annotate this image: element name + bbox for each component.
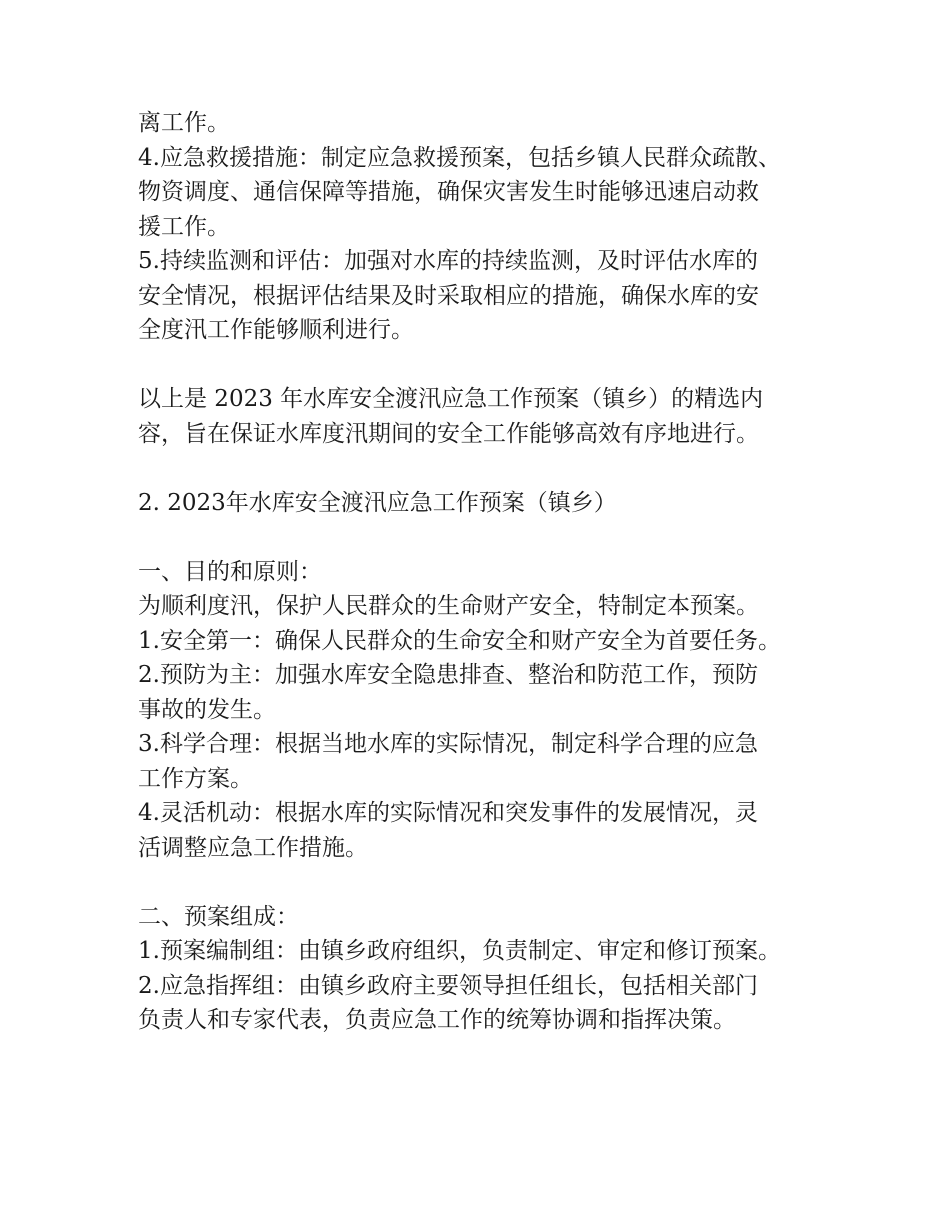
- paragraph-line: 物资调度、通信保障等措施，确保灾害发生时能够迅速启动救: [138, 179, 759, 205]
- paragraph-line: 安全情况，根据评估结果及时采取相应的措施，确保水库的安: [138, 282, 759, 309]
- subsection-heading: 一、目的和原则：: [138, 558, 322, 585]
- list-item-line: 2.预防为主：加强水库安全隐患排查、整治和防范工作，预防: [138, 662, 758, 688]
- paragraph-line: 容，旨在保证水库度汛期间的安全工作能够高效有序地进行。: [138, 420, 759, 447]
- paragraph-line: 离工作。: [138, 110, 230, 136]
- paragraph-gap: [138, 520, 838, 555]
- list-item-line: 1.安全第一：确保人民群众的生命安全和财产安全为首要任务。: [138, 627, 781, 654]
- paragraph-line: 4.应急救援措施：制定应急救援预案，包括乡镇人民群众疏散、: [138, 144, 781, 171]
- paragraph-gap: [138, 451, 838, 486]
- paragraph-line: 5.持续监测和评估：加强对水库的持续监测，及时评估水库的: [138, 248, 758, 274]
- subsection-heading: 二、预案组成：: [138, 903, 299, 930]
- list-item-line: 事故的发生。: [138, 696, 276, 723]
- list-item-line: 负责人和专家代表，负责应急工作的统筹协调和指挥决策。: [138, 1007, 736, 1033]
- paragraph-line: 以上是 2023 年水库安全渡汛应急工作预案（镇乡）的精选内: [138, 386, 764, 412]
- document-body: [138, 106, 838, 1038]
- paragraph-line: 援工作。: [138, 213, 230, 240]
- paragraph-line: 为顺利度汛，保护人民群众的生命财产安全，特制定本预案。: [138, 593, 759, 619]
- list-item-line: 2.应急指挥组：由镇乡政府主要领导担任组长，包括相关部门: [138, 972, 758, 999]
- paragraph-line: 全度汛工作能够顺利进行。: [138, 317, 414, 343]
- section-heading: 2. 2023年水库安全渡汛应急工作预案（镇乡）: [138, 489, 617, 516]
- list-item-line: 活调整应急工作措施。: [138, 834, 368, 861]
- list-item-line: 3.科学合理：根据当地水库的实际情况，制定科学合理的应急: [138, 731, 758, 757]
- list-item-line: 工作方案。: [138, 765, 253, 792]
- list-item-line: 1.预案编制组：由镇乡政府组织，负责制定、审定和修订预案。: [138, 938, 781, 964]
- paragraph-gap: [138, 865, 838, 900]
- paragraph-gap: [138, 348, 838, 383]
- list-item-line: 4.灵活机动：根据水库的实际情况和突发事件的发展情况，灵: [138, 800, 758, 826]
